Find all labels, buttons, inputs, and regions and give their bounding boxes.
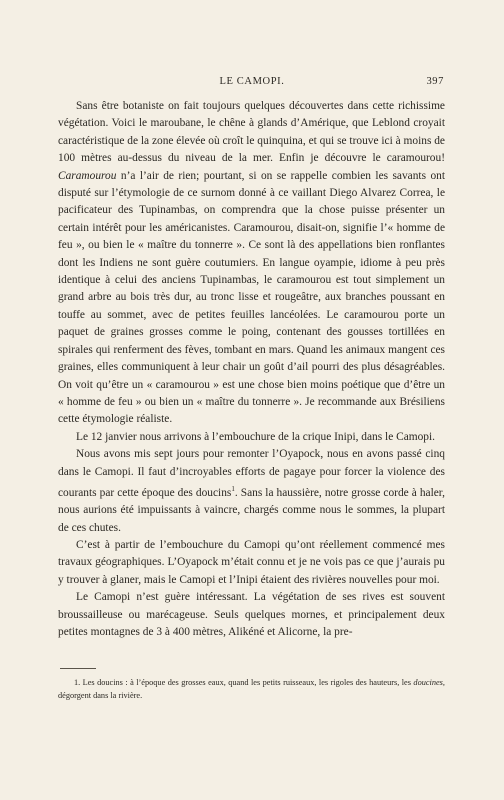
page-number: 397 <box>426 76 444 87</box>
footnote-part-a: 1. Les doucins : à l’époque des grosses eaux, quand les petits ruisseaux, les rigoles des hauteurs, les <box>74 678 414 687</box>
paragraph-3-part-b: . Sans la haussière, notre grosse corde à haler, nous aurions été impuissants à vaincre, chargés comme nous le sommes, la plupart de ces chutes. <box>58 486 445 534</box>
paragraph-3 <box>58 446 445 537</box>
footnote-part-b: , dégorgent dans la rivière. <box>58 678 445 700</box>
footnote-marker: 1 <box>231 484 235 493</box>
footnote-text <box>58 676 445 702</box>
paragraph-1-italic: Caramourou <box>58 169 117 182</box>
paragraph-2: Le 12 janvier nous arrivons à l’embouchure de la crique Inipi, dans le Camopi. <box>76 430 436 443</box>
paragraph-1-part-b: n’a l’air de rien; pourtant, si on se rappelle combien les savants ont disputé sur l’étymologie de ce surnom donné à ce vaillant Diego Alvarez Correa, le pacificateur des Tupinambas, on comprendra que la chose puisse présenter un certain intérêt pour les américanistes. Caramourou, disait-on, signifie l’« homme de feu », ou bien le « maître du tonnerre ». Ce sont là des appellations bien ronflantes dont les Indiens ne sont guère coutumiers. En langue oyampie, idiome à peu près identique à celui des anciens Tupinambas, le caramourou est tout simplement un grand arbre au bois très dur, au tronc lisse et rougeâtre, aux branches poussant en touffe au sommet, avec de petites feuilles lancéolées. Le caramourou porte un paquet de graines grosses comme le poing, contenant des gousses tortillées en spirales qui renferment des fèves, tombant en mars. Quand les animaux mangent ces graines, elles communiquent à leur chair un goût d’ail pourri des plus désagréables. On voit qu’être un « caramourou » est une chose bien moins poétique que d’être un « homme de feu » ou bien un « maître du tonnerre ». Je recommande aux Brésiliens cette étymologie réaliste. <box>58 169 445 426</box>
page-header <box>60 76 444 90</box>
footnote-rule <box>60 668 96 669</box>
body-text <box>58 98 445 641</box>
running-title: LE CAMOPI. <box>219 76 285 87</box>
paragraph-5: Le Camopi n’est guère intéressant. La végétation de ses rives est souvent broussailleuse ou marécageuse. Seuls quelques mornes, et principalement deux petites montagnes de 3 à 400 mètres, Alikéné et Alicorne, la pre- <box>58 591 445 638</box>
paragraph-4: C’est à partir de l’embouchure du Camopi qu’ont réellement commencé mes travaux géographiques. L’Oyapock m’était connu et je ne vois pas ce que j’aurais pu y trouver à glaner, mais le Camopi et l’Inipi étaient des rivières nouvelles pour moi. <box>58 538 445 586</box>
paragraph-3-part-a: Nous avons mis sept jours pour remonter l’Oyapock, nous en avons passé cinq dans le Camopi. Il faut d’incroyables efforts de pagaye pour forcer la violence des courants par cette époque des doucins <box>58 448 445 499</box>
paragraph-1 <box>58 98 445 429</box>
footnote-italic: doucines <box>413 678 443 687</box>
footnote <box>58 676 445 702</box>
paragraph-1-part-a: Sans être botaniste on fait toujours quelques découvertes dans cette richissime végétation. Voici le maroubane, le chêne à glands d’Amérique, que Leblond croyait caractéristique de la zone élevée où croît le quinquina, et qui se trouve ici à moins de 100 mètres au-dessus du niveau de la mer. Enfin je découvre le caramourou! <box>58 100 445 165</box>
